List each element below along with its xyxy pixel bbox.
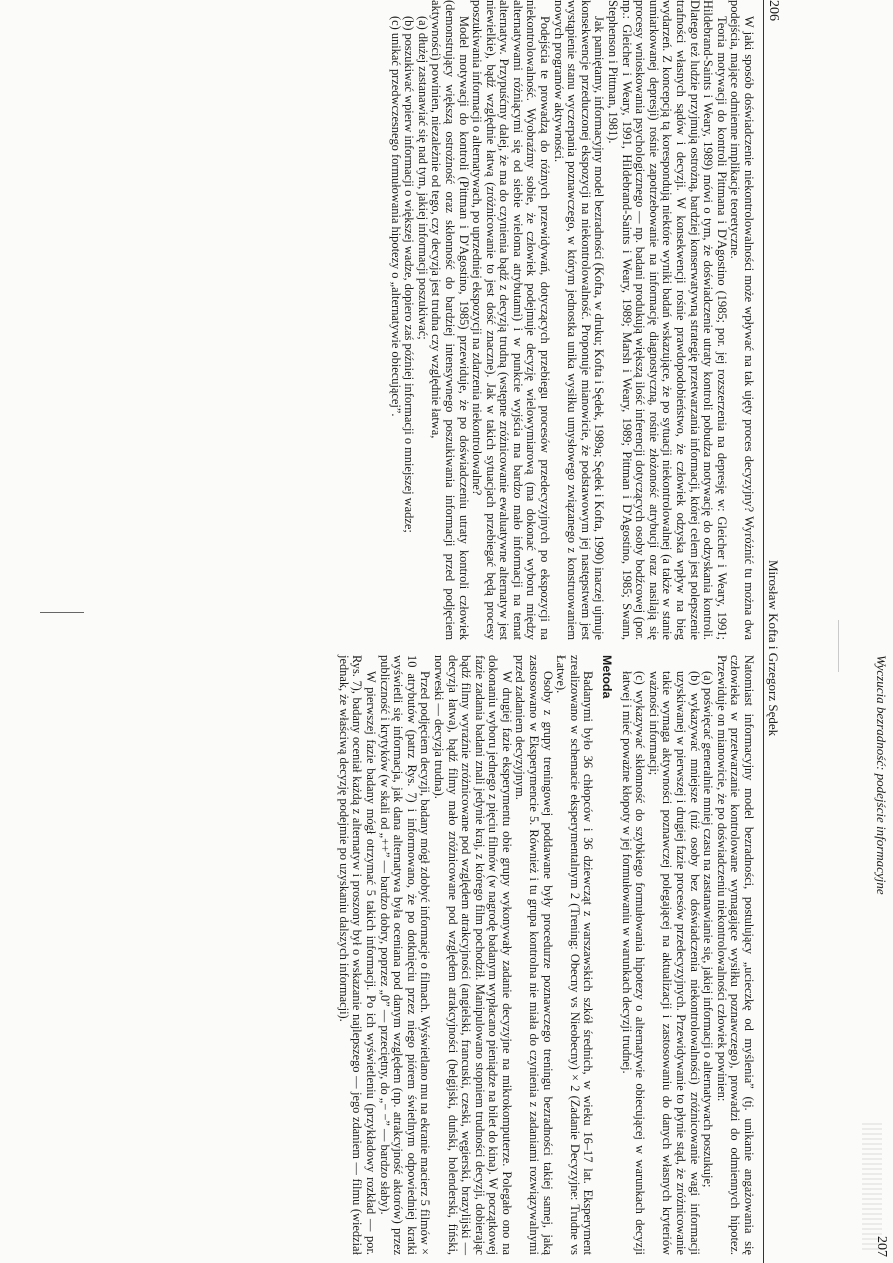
list-item: (b) wykazywać mniejsze (niż osoby bez doświadczenia niekontrolowalności) zróżnicowanie wagi informacji uzyskiwanej w pierwszej i drugiej fazie procesów przedecyzyjnych. Przewidywanie to płynie stąd, że zróżnicowanie takie wymaga aktywności poznawczej polegającej na aktualizacji i zastosowaniu do danych własnych kryteriów ważności informacji; [646,671,702,1255]
page-number-left: 206 [766,0,781,21]
paragraph: W pierwszej fazie badany mógł otrzymać 5 takich informacji. Po ich wyświetleniu (przykładowy rozkład — por. Rys. 7), badany oceniał każdą z alternatyw i proszony był o wskazanie najlepszego — jego zdaniem — filmu (wiedział jednak, że właściwą decyzję podejmie po uzyskaniu dalszych informacji). [336,655,378,1255]
paragraph: (a) poświęcać generalnie mniej czasu na zastanawianie się, jakiej informacji o alternatywach poszukuje; [701,671,716,1188]
list-item: (b) poszukiwać wpierw informacji o większej wadze, dopiero zaś później informacji o mniejszej wadze; [402,16,417,533]
page-header-right [869,0,893,1263]
paragraph: Natomiast informacyjny model bezradności, postulujący „ucieczkę od myślenia” (tj. unikanie angażowania się człowieka w przetwarzanie kontrolowane wymagające wysiłku poznawczego), prowadzi do odmiennych hipotez. Przewiduje on mianowicie, że po doświadczeniu niekontrolowalności człowiek powinien: [714,655,756,1255]
paragraph: Przed podjęciem decyzji, badany mógł zdobyć informacje o filmach. Wyświetlano mu na ekranie macierz 5 filmów × 10 atrybutów (patrz Rys. 7) i informowano, że po dotknięciu przez niego piórem świetlnym odpowiedniej kratki wyświetli się informacja, jak dana alternatywa była oceniana pod danym względem (np. atrakcyjność aktorów) przez publiczność i krytyków (w skali od „++” — bardzo dobry, poprzez „0” — przeciętny, do „− −” — bardzo słaby). [377,655,433,1255]
paragraph: Teoria motywacji do kontroli Pittmana i D'Agostino (1985; por. jej rozszerzenia na depresję w: Gleicher i Weary, 1991; Hildebrand-Saints i Weary, 1989) mówi o tym, że doświadczenie utraty kontroli pobudza motywację do odzyskania kontroli. Dlatego też ludzie przyjmują ostrożną, bardziej konserwatywną strategię przetwarzania informacji, której celem jest polepszenie trafności własnych sądów i decyzji. W konsekwencji rośnie prawdopodobieństwo, że człowiek odzyska wpływ na bieg wydarzeń. Z koncepcją tą korespondują niektóre wyniki badań wskazujące, że po sytuacji niekontrolowalnej (a także w stanie umiarkowanej depresji) rośnie zapotrzebowanie na informację diagnostyczną, rośnie złożoność atrybucji oraz nasilają się procesy wnioskowania psychologicznego — np. badani produkują większą ilość inferencji dotyczących osoby bodźcowej (por. np.: Gleicher i Weary, 1991, Hildebrand-Saints i Weary, 1989; Marsh i Weary, 1989; Pittman i D'Agostino, 1985; Swann, Stephenson i Pittman, 1981). [606,0,729,640]
column-right [336,655,755,1255]
list-item: (a) dłużej zastanawiać się nad tym, jakiej informacji poszukiwać; [415,16,430,340]
list-item: (c) wykazywać skłonność do szybkiego formułowania hipotezy o alternatywie obiecującej w warunkach decyzji łatwej i mieć poważne kłopoty w jej formułowaniu w warunkach decyzji trudnej. [619,671,648,1255]
paragraph: Jak pamiętamy, informacyjny model bezradności (Kofta, w druku; Kofta i Sędek, 1989a; Sędek i Kofta, 1990) inaczej ujmuje konsekwencje przeduczonej ekspozycji na niekontrolowalność. Proponuje mianowicie, że podstawowym jej następstwem jest wystąpienie stanu wyczerpania poznawczego, w którym jednostka unika wysiłku umysłowego związanego z konstruowaniem nowych programów aktywności. [551,0,607,640]
paragraph: Badanymi było 36 chłopców i 36 dziewcząt z warszawskich szkół średnich, w wieku 16–17 lat. Eksperyment zrealizowano w schemacie eksperymentalnym 2 (Trening: Obecny vs Nieobecny) × 2 (Zadanie Decyzyjne: Trudne vs Łatwe). [554,655,596,1255]
section-heading: Metoda [600,655,615,699]
paragraph: Osoby z grupy treningowej poddawane były procedurze poznawczego treningu bezradności takiej samej, jaką zastosowano w Eksperymencie 5. Również i tu grupa kontrolna nie miała do czynienia z zadaniami rozwiązywalnymi przed zadaniem decyzyjnym. [513,655,555,1255]
header-rule [763,0,764,1263]
paragraph: Podejścia te prowadzą do różnych przewidywań, dotyczących przebiegu procesów przedecyzyjnych po ekspozycji na niekontrolowalność. Wyobraźmy sobie, że człowiek podejmuje decyzję wielowymiarową (ma dokonać wyboru między alternatywami różniącymi się od siebie wieloma atrybutami) i w punkcie wyjścia ma bardzo mało informacji na temat alternatyw. Przypuśćmy dalej, że ma do czynienia bądź z decyzją trudną (wstępne zróżnicowanie ewaluatywne alternatyw jest niewielkie), bądź względnie łatwą (zróżnicowanie to jest dość znaczne). Jak w takich sytuacjach przebiegać będą procesy poszukiwania informacji o alternatywach, po uprzedniej ekspozycji na zdarzenia niekontrolowalne? [470,0,553,640]
page-number-right: 207 [874,1236,889,1257]
page-right [785,0,893,1263]
paragraph: W drugiej fazie eksperymentu obie grupy wykonywały zadanie decyzyjne na mikrokomputerze. Polegało ono na dokonaniu wyboru jednego z pięciu filmów (w nagrodę badanym wypłacano pieniądze na bilet do kina). W początkowej fazie zadania badani znali jedynie kraj, z którego film pochodził. Manipulowano stopniem trudności decyzji, dobierając bądź filmy wyraźnie zróżnicowane pod względem atrakcyjności (angielski, francuski, czeski, węgierski, brazylijski — decyzja łatwa), bądź filmy mało zróżnicowane pod względem atrakcyjności (belgijski, duński, holenderski, fiński, norweski — decyzja trudna). [431,655,514,1255]
list-item: (c) unikać przedwczesnego formułowania hipotezy o „alternatywie obiecującej”. [388,16,403,417]
running-head-authors: Mirosław Kofta i Grzegorz Sędek [766,560,781,737]
paragraph: W jaki sposób doświadczenie niekontrolowalności może wpływać na tak ujęty proces decyzyjny? Wyróżnić tu można dwa podejścia, mające odmienne implikacje teoretyczne. [728,0,756,640]
column-left [388,0,755,640]
running-head-title: Wyczucia bezradność: podejście informacyjne [874,655,889,895]
paragraph: Model motywacji do kontroli (Pittman i D'Agostino, 1985) przewiduje, że po doświadczeniu utraty kontroli człowiek (demonstrujący większą ostrożność oraz skłonność do bardziej intensywnego poszukiwania informacji przed podjęciem aktywności) powinien, niezależnie od tego, czy decyzja jest trudna czy względnie łatwa, [429,0,471,640]
page-header-left [761,0,785,1263]
